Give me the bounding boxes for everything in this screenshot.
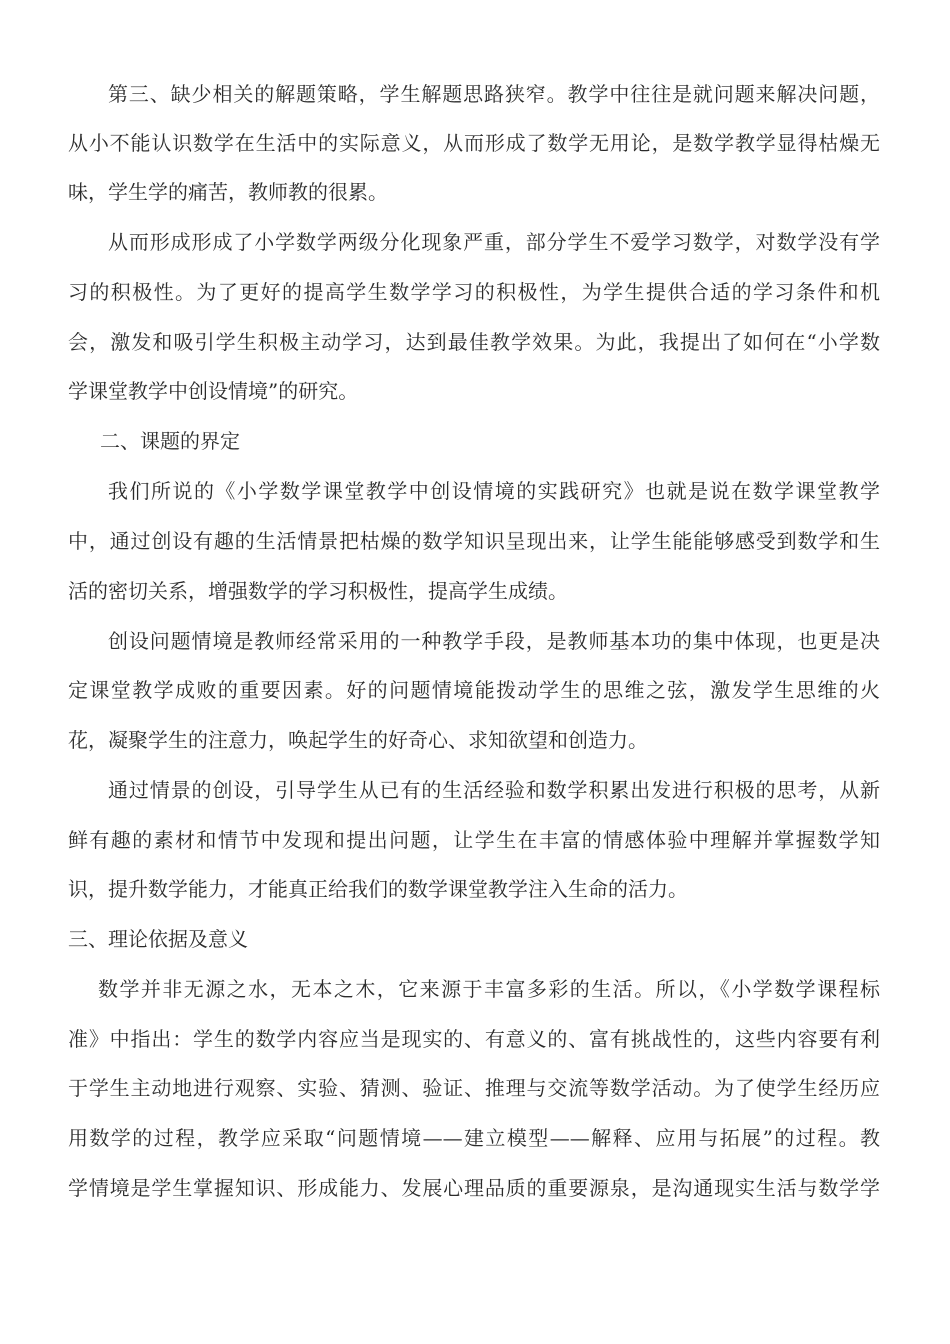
paragraph-line: 从小不能认识数学在生活中的实际意义，从而形成了数学无用论，是数学教学显得枯燥无 [68, 131, 880, 155]
paragraph-line: 数学并非无源之水，无本之木，它来源于丰富多彩的生活。所以，《小学数学课程标 [98, 977, 880, 1001]
paragraph-line: 识，提升数学能力，才能真正给我们的数学课堂教学注入生命的活力。 [68, 877, 688, 901]
paragraph-line: 准》中指出：学生的数学内容应当是现实的、有意义的、富有挑战性的，这些内容要有利 [68, 1027, 880, 1051]
paragraph-line: 鲜有趣的素材和情节中发现和提出问题，让学生在丰富的情感体验中理解并掌握数学知 [68, 828, 880, 852]
paragraph-line: 学情境是学生掌握知识、形成能力、发展心理品质的重要源泉，是沟通现实生活与数学学 [68, 1176, 880, 1200]
paragraph-line: 第三、缺少相关的解题策略，学生解题思路狭窄。教学中往往是就问题来解决问题， [108, 82, 880, 106]
paragraph-line: 通过情景的创设，引导学生从已有的生活经验和数学积累出发进行积极的思考，从新 [108, 778, 880, 802]
paragraph-line: 我们所说的《小学数学课堂教学中创设情境的实践研究》也就是说在数学课堂教学 [108, 479, 880, 503]
section-heading: 二、课题的界定 [100, 429, 240, 453]
paragraph-line: 定课堂教学成败的重要因素。好的问题情境能拨动学生的思维之弦，激发学生思维的火 [68, 678, 880, 702]
section-heading: 三、理论依据及意义 [68, 927, 248, 951]
paragraph-line: 创设问题情境是教师经常采用的一种教学手段，是教师基本功的集中体现，也更是决 [108, 629, 880, 653]
paragraph-line: 学课堂教学中创设情境”的研究。 [68, 379, 359, 403]
paragraph-line: 用数学的过程，教学应采取“问题情境——建立模型——解释、应用与拓展”的过程。教 [68, 1126, 880, 1150]
paragraph-line: 味，学生学的痛苦，教师教的很累。 [68, 180, 388, 204]
paragraph-line: 中，通过创设有趣的生活情景把枯燥的数学知识呈现出来，让学生能能够感受到数学和生 [68, 529, 880, 553]
paragraph-line: 活的密切关系，增强数学的学习积极性，提高学生成绩。 [68, 579, 568, 603]
paragraph-line: 花，凝聚学生的注意力，唤起学生的好奇心、求知欲望和创造力。 [68, 728, 648, 752]
paragraph-line: 习的积极性。为了更好的提高学生数学学习的积极性，为学生提供合适的学习条件和机 [68, 280, 880, 304]
paragraph-line: 会，激发和吸引学生积极主动学习，达到最佳教学效果。为此，我提出了如何在“小学数 [68, 330, 880, 354]
paragraph-line: 于学生主动地进行观察、实验、猜测、验证、推理与交流等数学活动。为了使学生经历应 [68, 1076, 880, 1100]
paragraph-line: 从而形成形成了小学数学两级分化现象严重，部分学生不爱学习数学，对数学没有学 [108, 230, 880, 254]
